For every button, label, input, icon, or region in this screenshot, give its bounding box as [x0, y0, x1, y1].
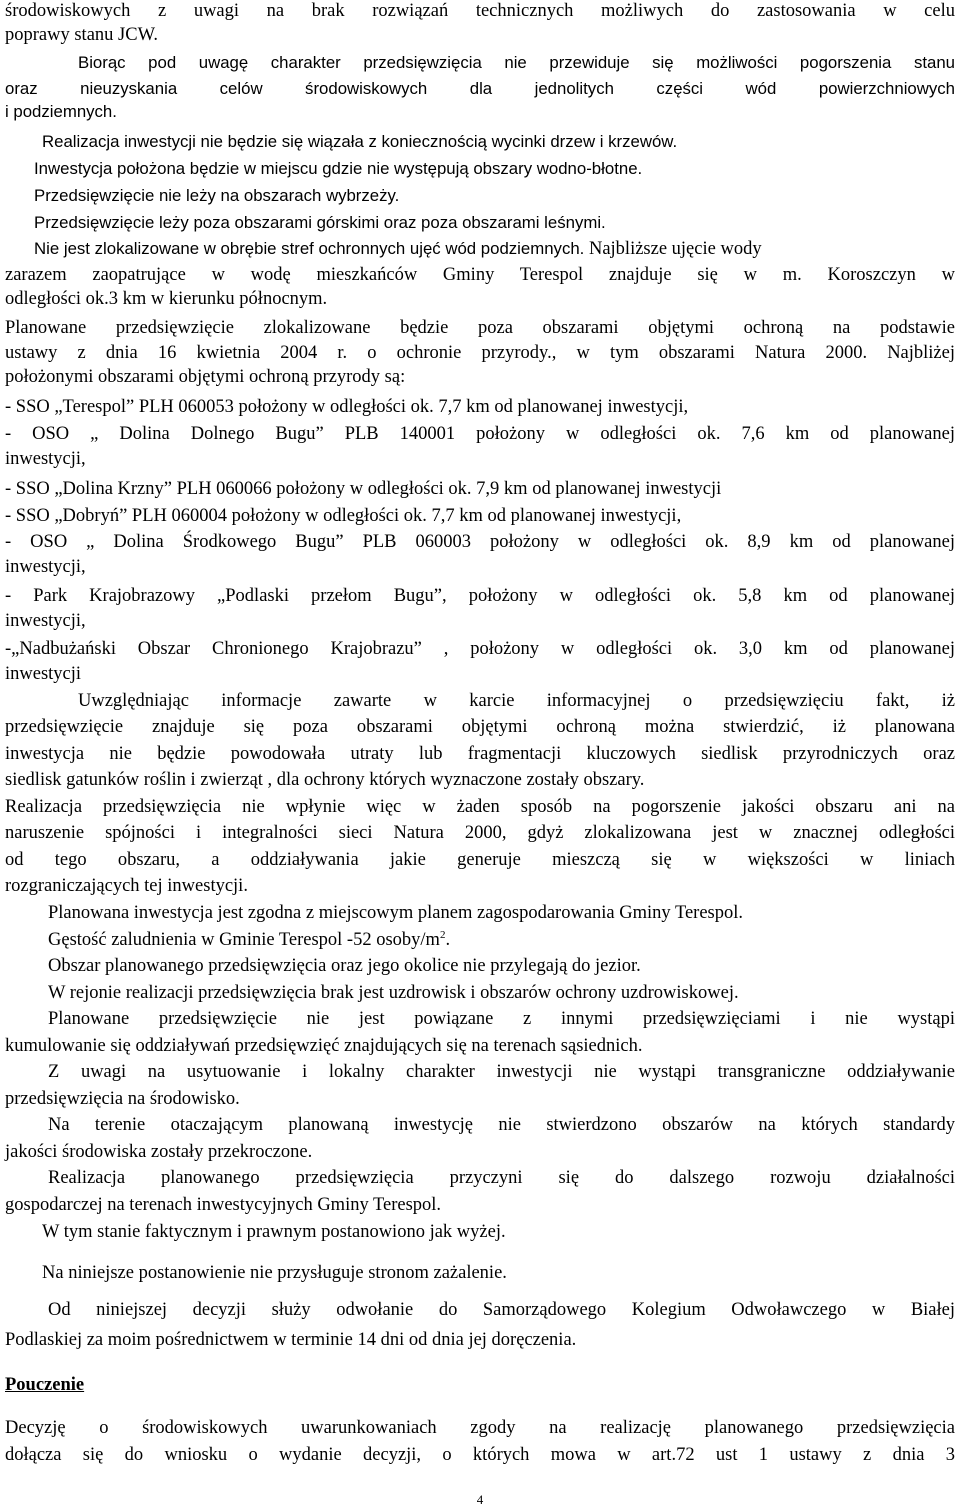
- text-line-content: przedsięwzięcia na środowisko.: [5, 1089, 240, 1109]
- text-line-content: Decyzję o środowiskowych uwarunkowaniach zgody na realizację planowanego przedsięwzięcia: [5, 1418, 955, 1438]
- text-line: [78, 690, 955, 712]
- text-line-content: położonymi obszarami objętymi ochroną przyrody są:: [5, 367, 406, 387]
- text-line: [5, 1141, 312, 1163]
- text-line: [34, 238, 762, 260]
- text-line: [5, 1417, 955, 1439]
- text-line-content: Pouczenie: [5, 1375, 85, 1395]
- text-line-content: Z uwagi na usytuowanie i lokalny charakter inwestycji nie wystąpi transgraniczne oddziaływanie: [48, 1062, 955, 1082]
- text-line: [5, 24, 158, 46]
- text-line-content: Uwzględniając informacje zawarte w karcie informacyjnej o przedsięwzięciu fakt, iż: [78, 691, 955, 711]
- text-line: [5, 1035, 642, 1057]
- text-line-content: inwestycji,: [5, 449, 86, 469]
- text-line-content: ustawy z dnia 16 kwietnia 2004 r. o ochronie przyrody., w tym obszarami Natura 2000. Najbliżej: [5, 343, 955, 363]
- text-line: [5, 1088, 240, 1110]
- text-line-content: od tego obszaru, a oddziaływania jakie generuje mieszczą się w większości w liniach: [5, 850, 955, 870]
- text-line-content: Realizacja przedsięwzięcia nie wpłynie więc w żaden sposób na pogorszenie jakości obszaru ani na: [5, 797, 955, 817]
- text-line-content: zarazem zaopatrujące w wodę mieszkańców Gminy Terespol znajduje się w m. Koroszczyn w: [5, 265, 955, 285]
- text-line: [5, 849, 955, 871]
- text-line: [5, 585, 955, 607]
- text-line: [5, 769, 644, 791]
- text-line-content: kumulowanie się oddziaływań przedsięwzięć znajdujących się na terenach sąsiednich.: [5, 1036, 643, 1056]
- text-line: [5, 716, 955, 738]
- text-line-content: oraz nieuzyskania celów środowiskowych dla jednolitych części wód powierzchniowych: [5, 79, 955, 98]
- text-line-content: Obszar planowanego przedsięwzięcia oraz jego okolice nie przylegają do jezior.: [48, 956, 641, 976]
- text-line-content: - Park Krajobrazowy „Podlaski przełom Bugu”, położony w odległości ok. 5,8 km od planowanej: [5, 586, 955, 606]
- text-line-content: przedsięwzięcie znajduje się poza obszarami objętymi ochroną można stwierdzić, iż planowana: [5, 717, 955, 737]
- text-line-content: -„Nadbużański Obszar Chronionego Krajobrazu” , położony w odległości ok. 3,0 km od planowanej: [5, 639, 955, 659]
- text-line: [5, 478, 721, 500]
- text-line: [5, 556, 86, 578]
- text-line: [5, 1444, 955, 1466]
- text-line-content: - SSO „Dobryń” PLH 060004 położony w odległości ok. 7,7 km od planowanej inwestycji,: [5, 506, 682, 526]
- text-line-content: odległości ok.3 km w kierunku północnym.: [5, 289, 328, 309]
- text-line-content: Planowane przedsięwzięcie zlokalizowane będzie poza obszarami objętymi ochroną na podstawie: [5, 318, 955, 338]
- text-line: [5, 663, 81, 685]
- text-line: [42, 1262, 507, 1284]
- text-line: [5, 101, 117, 123]
- text-line: [5, 638, 955, 660]
- text-line-content: poprawy stanu JCW.: [5, 25, 158, 45]
- text-line-content: Biorąc pod uwagę charakter przedsięwzięcia nie przewiduje się możliwości pogorszenia stanu: [78, 53, 955, 72]
- text-line-content: - SSO „Terespol” PLH 060053 położony w odległości ok. 7,7 km od planowanej inwestycji,: [5, 397, 689, 417]
- text-line: [5, 0, 955, 22]
- text-line: [42, 1221, 506, 1243]
- superscript: 2: [439, 928, 446, 941]
- text-line-content: Planowane przedsięwzięcie nie jest powiązane z innymi przedsięwzięciami i nie wystąpi: [48, 1009, 955, 1029]
- text-line: [5, 317, 955, 339]
- text-line-content: inwestycji,: [5, 557, 86, 577]
- text-line-content: środowiskowych z uwagi na brak rozwiązań technicznych możliwych do zastosowania w celu: [5, 1, 955, 21]
- text-line-content: jakości środowiska zostały przekroczone.: [5, 1142, 313, 1162]
- text-line: [48, 1114, 955, 1136]
- text-line-tail: Najbliższe ujęcie wody: [584, 239, 762, 259]
- text-line-content: Gęstość zaludnienia w Gminie Terespol -52 osoby/m: [48, 930, 440, 950]
- text-line-suffix: .: [445, 930, 451, 950]
- text-line: [48, 955, 641, 977]
- text-line-content: Planowana inwestycja jest zgodna z miejscowym planem zagospodarowania Gminy Terespol.: [48, 903, 744, 923]
- text-line-content: rozgraniczających tej inwestycji.: [5, 876, 248, 896]
- text-line: [48, 929, 450, 951]
- text-line: [48, 982, 739, 1004]
- text-line-content: W tym stanie faktycznym i prawnym postanowiono jak wyżej.: [42, 1222, 506, 1242]
- text-line-content: siedlisk gatunków roślin i zwierząt , dla ochrony których wyznaczone zostały obszary.: [5, 770, 645, 790]
- text-line: [48, 1167, 955, 1189]
- text-line: [5, 78, 955, 100]
- text-line: [48, 902, 743, 924]
- text-line-content: W rejonie realizacji przedsięwzięcia brak jest uzdrowisk i obszarów ochrony uzdrowiskowej.: [48, 983, 739, 1003]
- text-line: [48, 1299, 955, 1321]
- text-line-content: Na niniejsze postanowienie nie przysługuje stronom zażalenie.: [42, 1263, 507, 1283]
- text-line-content: inwestycji: [5, 664, 82, 684]
- text-line: [5, 448, 86, 470]
- text-line: [42, 131, 677, 153]
- text-line-content: Przedsięwzięcie leży poza obszarami górskimi oraz poza obszarami leśnymi.: [34, 213, 606, 232]
- text-line-content: Od niniejszej decyzji służy odwołanie do Samorządowego Kolegium Odwoławczego w Białej: [48, 1300, 955, 1320]
- text-line-content: dołącza się do wniosku o wydanie decyzji, o których mowa w art.72 ust 1 ustawy z dnia 3: [5, 1445, 955, 1465]
- text-line: [5, 875, 248, 897]
- text-line-content: - OSO „ Dolina Środkowego Bugu” PLB 060003 położony w odległości ok. 8,9 km od planowanej: [5, 532, 955, 552]
- text-line: [5, 505, 681, 527]
- text-line-content: Inwestycja położona będzie w miejscu gdzie nie występują obszary wodno-błotne.: [34, 159, 643, 178]
- text-line: [48, 1061, 955, 1083]
- text-line-content: i podziemnych.: [5, 102, 117, 121]
- text-line: [34, 158, 642, 180]
- text-line: [5, 1194, 441, 1216]
- text-line: [34, 212, 606, 234]
- text-line-content: Realizacja inwestycji nie będzie się wiązała z koniecznością wycinki drzew i krzewów.: [42, 132, 678, 151]
- text-line: [5, 822, 955, 844]
- text-line-content: - SSO „Dolina Krzny” PLH 060066 położony w odległości ok. 7,9 km od planowanej inwestycji: [5, 479, 722, 499]
- text-line: [5, 342, 955, 364]
- text-line-content: Podlaskiej za moim pośrednictwem w terminie 14 dni od dnia jej doręczenia.: [5, 1330, 577, 1350]
- text-line: [5, 796, 955, 818]
- page-number: 4: [476, 1492, 484, 1507]
- text-line: [5, 288, 327, 310]
- text-line-content: inwestycji,: [5, 611, 86, 631]
- text-line: [5, 610, 86, 632]
- text-line-content: Realizacja planowanego przedsięwzięcia przyczyni się do dalszego rozwoju działalności: [48, 1168, 955, 1188]
- text-line: [34, 185, 399, 207]
- text-line: [48, 1008, 955, 1030]
- text-line: [5, 743, 955, 765]
- text-line-content: Nie jest zlokalizowane w obrębie stref ochronnych ujęć wód podziemnych.: [34, 239, 585, 258]
- text-line-content: naruszenie spójności i integralności sieci Natura 2000, gdyż zlokalizowana jest w znacznej odległości: [5, 823, 955, 843]
- text-line-content: inwestycja nie będzie powodowała utraty lub fragmentacji kluczowych siedlisk przyrodniczych oraz: [5, 744, 955, 764]
- text-line-content: Na terenie otaczającym planowaną inwestycję nie stwierdzono obszarów na których standardy: [48, 1115, 955, 1135]
- text-line: [5, 264, 955, 286]
- text-line-content: - OSO „ Dolina Dolnego Bugu” PLB 140001 położony w odległości ok. 7,6 km od planowanej: [5, 424, 955, 444]
- text-line: [5, 423, 955, 445]
- text-line: [5, 1329, 576, 1351]
- text-line-content: gospodarczej na terenach inwestycyjnych Gminy Terespol.: [5, 1195, 442, 1215]
- section-title: [5, 1374, 84, 1396]
- text-line: [5, 396, 688, 418]
- text-line: [78, 52, 955, 74]
- text-line: [5, 366, 405, 388]
- text-line: [5, 531, 955, 553]
- text-line-content: Przedsięwzięcie nie leży na obszarach wybrzeży.: [34, 186, 400, 205]
